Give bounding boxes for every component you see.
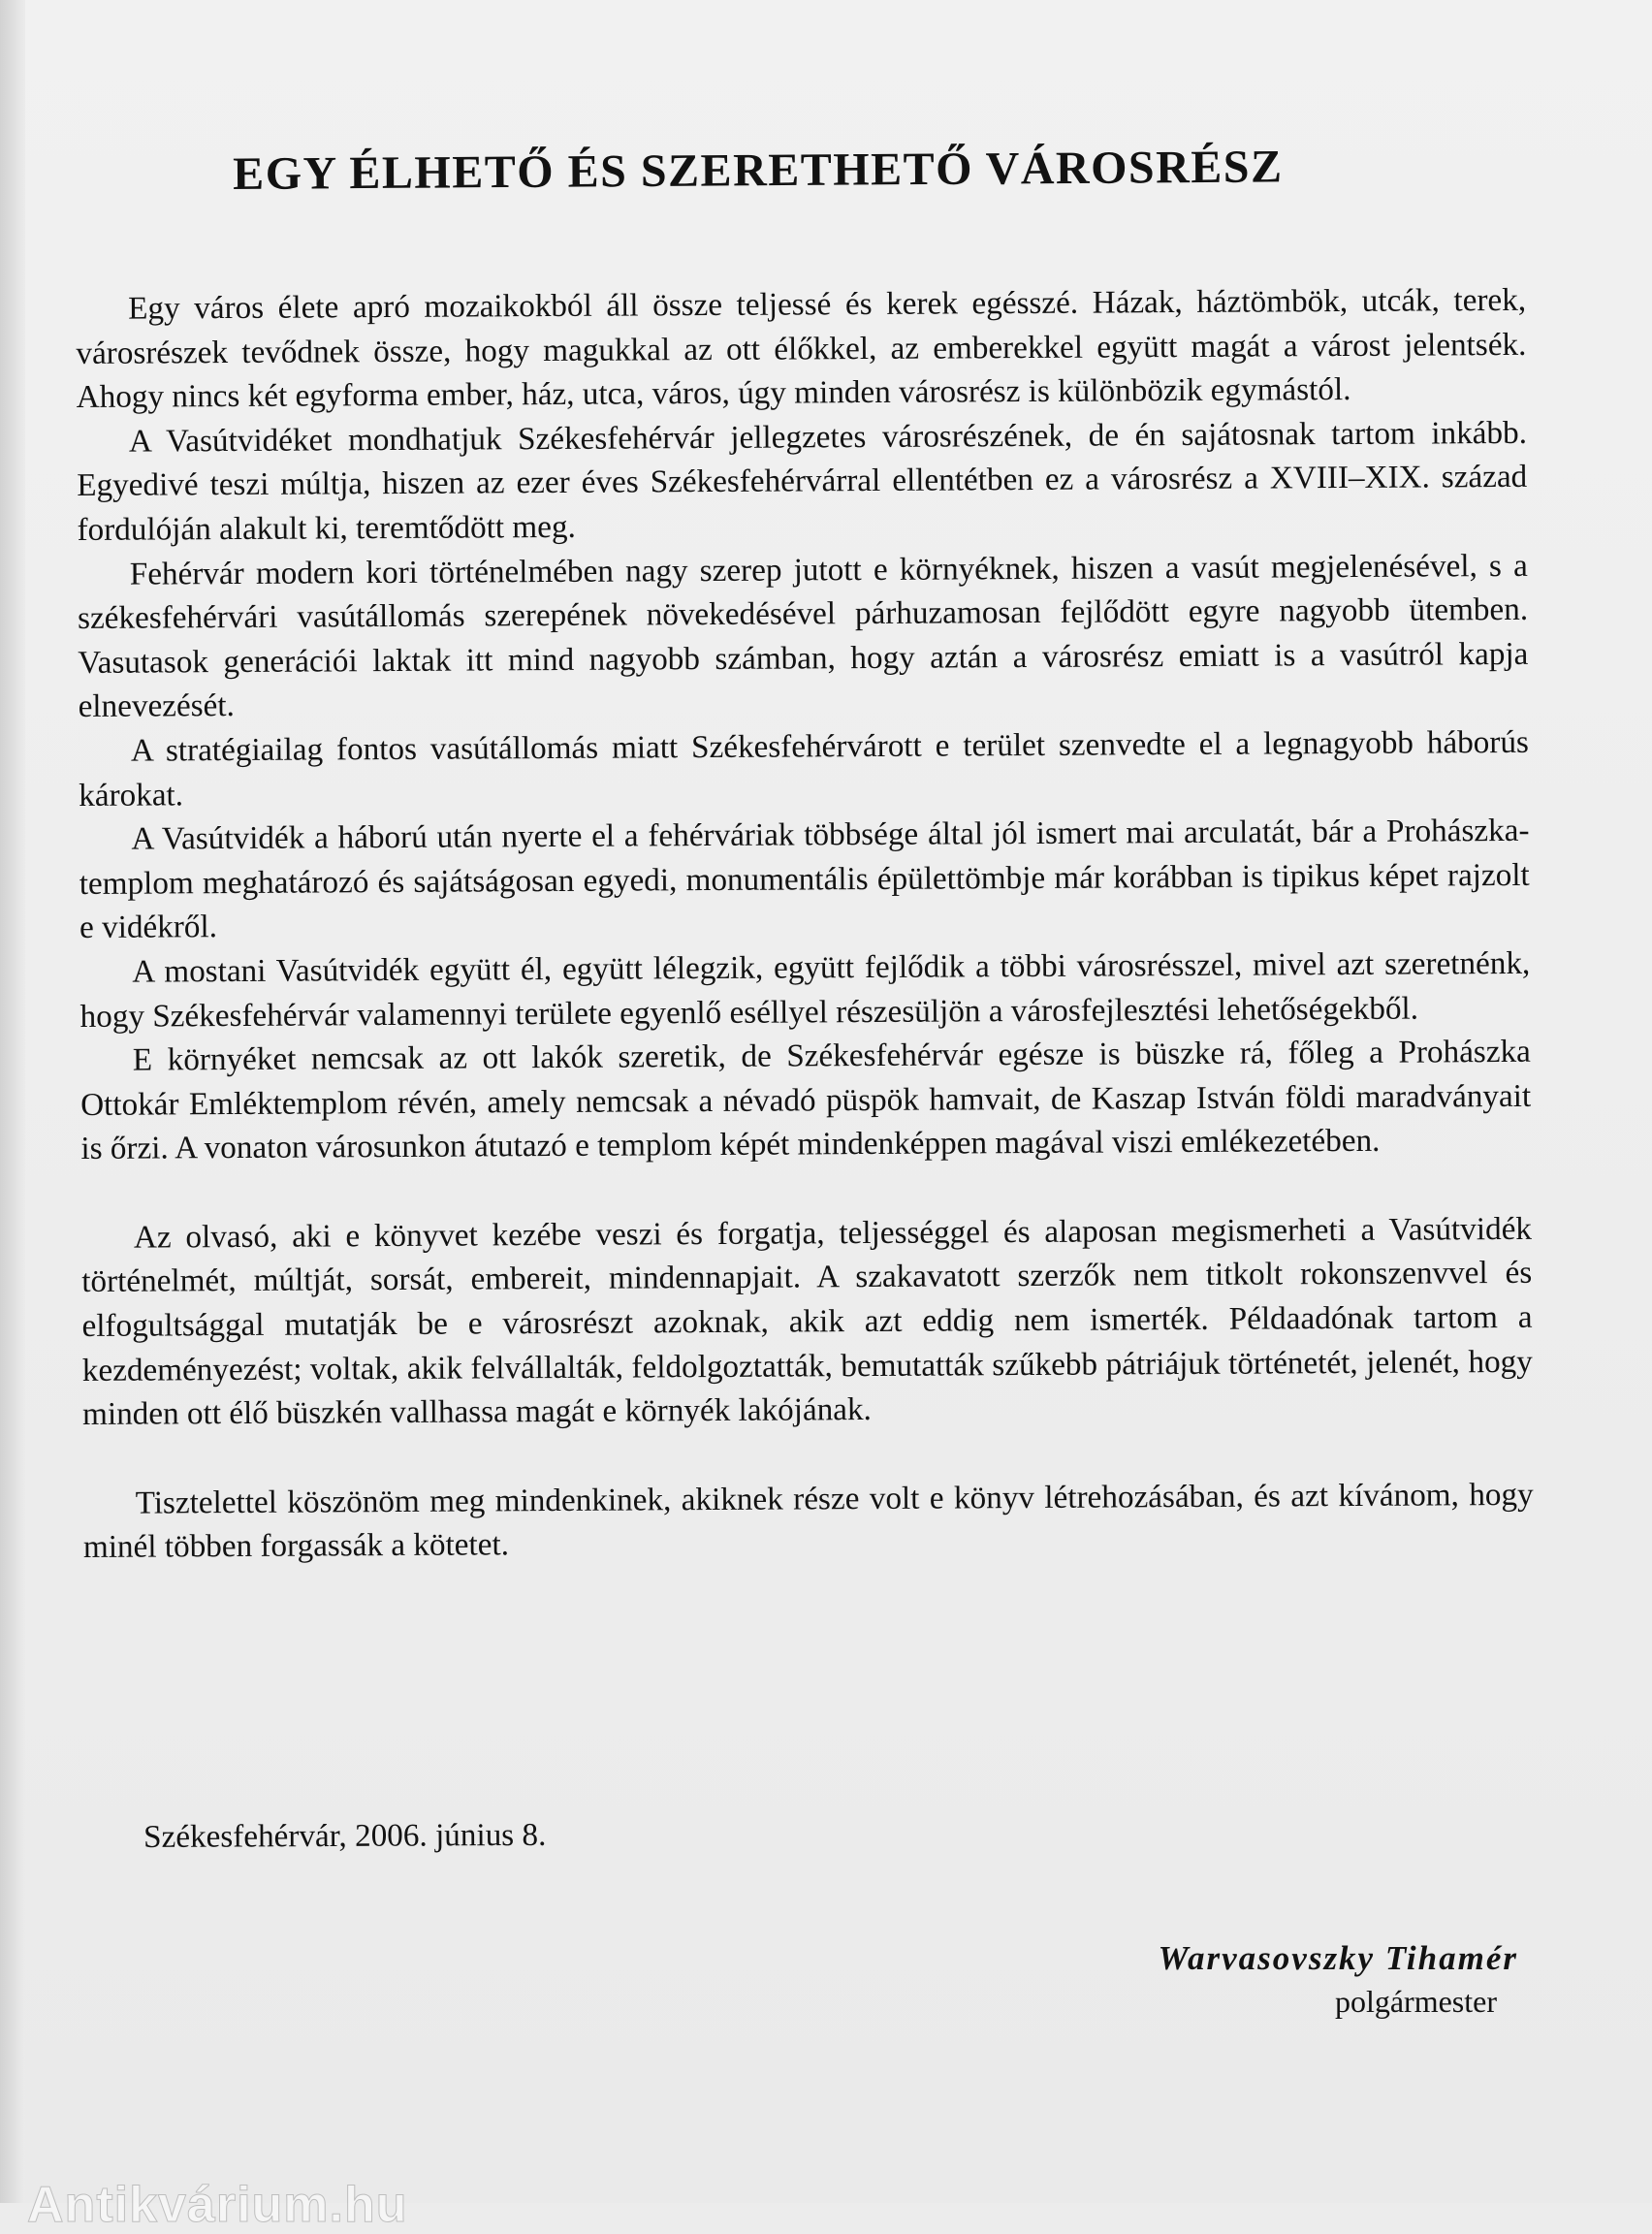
- paragraph-2: A Vasútvidéket mondhatjuk Székesfehérvár jellegzetes városrészének, de én sajátosnak tartom inkább. Egyedivé teszi múltja, hiszen az ezer éves Székesfehérvárral ellentétben ez a városrész a XVIII–XIX. század fordulóján alakult ki, teremtődött meg.: [77, 414, 1528, 548]
- watermark: Antikvárium.hu: [27, 2177, 408, 2233]
- paragraph-6: A mostani Vasútvidék együtt él, együtt lélegzik, együtt fejlődik a többi városrésszel, mivel azt szeretnénk, hogy Székesfehérvár valamennyi területe egyenlő eséllyel részesüljön a városfejlesztési lehetőségekből.: [79, 944, 1531, 1035]
- signature-name: Warvasovszky Tihamér: [1158, 1939, 1518, 1977]
- signature-block: [1158, 1939, 1518, 2020]
- paragraph-8: Az olvasó, aki e könyvet kezébe veszi és forgatja, teljességgel és alaposan megismerheti a Vasútvidék történelmét, múltját, sorsát, embereit, mindennapjait. A szakavatott szerzők nem titkolt rokonszenvvel és elfogultsággal mutatják be e városrészt azoknak, akik azt eddig nem ismerték. Példaadónak tartom a kezdeményezést; voltak, akik felvállalták, feldolgoztatták, bemutatták szűkebb pátriájuk történetét, jelenét, hogy minden ott élő büszkén vallhassa magát e környék lakójának.: [81, 1210, 1533, 1433]
- paragraph-4: A stratégiailag fontos vasútállomás miatt Székesfehérvárott e terület szenvedte el a legnagyobb háborús károkat.: [79, 723, 1530, 814]
- paragraph-1: Egy város élete apró mozaikokból áll össze teljessé és kerek egésszé. Házak, háztömbök, utcák, terek, városrészek tevődnek össze, hogy magukkal az ott élőkkel, az emberekkel együtt magát a várost jelentsék. Ahogy nincs két egyforma ember, ház, utca, város, úgy minden városrész is különbözik egymástól.: [76, 281, 1527, 416]
- date-line: Székesfehérvár, 2006. június 8.: [143, 1816, 547, 1855]
- paragraph-5: A Vasútvidék a háború után nyerte el a fehérváriak többsége által jól ismert mai arculatát, bár a Prohászka-templom meghatározó és sajátságosan egyedi, monumentális épülettömbje már korábban is tipikus képet rajzolt e vidékről.: [79, 812, 1530, 946]
- document-title: EGY ÉLHETŐ ÉS SZERETHETŐ VÁROSRÉSZ: [233, 141, 1284, 200]
- body-text: [76, 278, 1534, 1570]
- paragraph-3: Fehérvár modern kori történelmében nagy szerep jutott e környéknek, hiszen a vasút megjelenésével, s a székesfehérvári vasútállomás szerepének növekedésével párhuzamosan fejlődött egyre nagyobb ütemben. Vasutasok generációi laktak itt mind nagyobb számban, hogy aztán a városrész emiatt is a vasútról kapja elnevezését.: [77, 547, 1529, 725]
- paragraph-9: Tisztelettel köszönöm meg mindenkinek, akiknek része volt e könyv létrehozásában, és azt kívánom, hogy minél többen forgassák a kötetet.: [82, 1476, 1534, 1566]
- page-edge-shadow: [0, 0, 25, 2203]
- paragraph-7: E környéket nemcsak az ott lakók szeretik, de Székesfehérvár egésze is büszke rá, főleg a Prohászka Ottokár Emléktemplom révén, amely nemcsak a névadó püspök hamvait, de Kaszap István földi maradványait is őrzi. A vonaton városunkon átutazó e templom képét mindenképpen magával viszi emlékezetében.: [80, 1033, 1532, 1167]
- signature-role: polgármester: [1334, 1984, 1497, 2019]
